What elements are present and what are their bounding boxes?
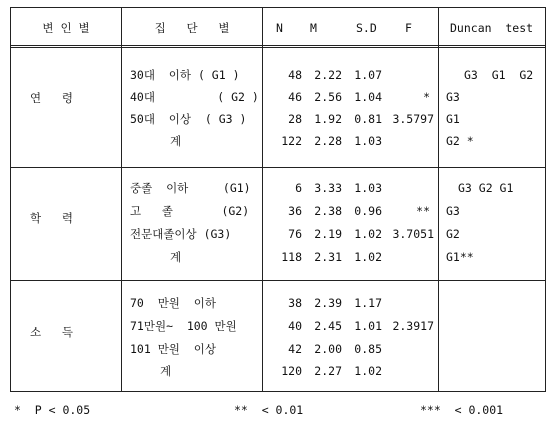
header-group: 집 단 별 — [154, 21, 230, 35]
duncan-value: G1 — [446, 112, 460, 126]
sd-value: 1.02 — [354, 227, 382, 241]
m-value: 2.28 — [314, 134, 342, 148]
n-value: 42 — [288, 342, 302, 356]
f-value: 2.3917 — [392, 319, 434, 333]
group-label: 전문대졸이상 (G3) — [130, 227, 232, 241]
header-n: N — [276, 21, 283, 35]
group-label: 101 만원 이상 — [130, 342, 216, 356]
group-label: 50대 이상 ( G3 ) — [130, 112, 247, 126]
duncan-value: G3 G1 G2 — [464, 68, 534, 82]
f-value: 3.5797 — [392, 112, 434, 126]
group-label: 중졸 이하 (G1) — [130, 181, 251, 195]
duncan-value: G3 G2 G1 — [458, 181, 514, 195]
section-divider-2 — [10, 280, 545, 281]
header-variable: 변 인 별 — [42, 21, 90, 35]
n-value: 120 — [281, 364, 302, 378]
m-value: 2.19 — [314, 227, 342, 241]
footnote-p05: * P < 0.05 — [14, 403, 91, 417]
m-value: 2.45 — [314, 319, 342, 333]
m-value: 2.38 — [314, 204, 342, 218]
group-total-label: 계 — [170, 250, 182, 264]
sd-value: 1.02 — [354, 250, 382, 264]
header-m: M — [310, 21, 317, 35]
n-value: 48 — [288, 68, 302, 82]
group-total-label: 계 — [160, 364, 172, 378]
section-divider-1 — [10, 167, 545, 168]
group-label: 고 졸 (G2) — [130, 204, 250, 218]
n-value: 40 — [288, 319, 302, 333]
sd-value: 1.03 — [354, 181, 382, 195]
m-value: 2.56 — [314, 90, 342, 104]
sd-value: 1.03 — [354, 134, 382, 148]
group-label: 70 만원 이하 — [130, 296, 216, 310]
footnote-p01: ** < 0.01 — [234, 403, 304, 417]
n-value: 122 — [281, 134, 302, 148]
sd-value: 0.81 — [354, 112, 382, 126]
m-value: 2.31 — [314, 250, 342, 264]
n-value: 36 — [288, 204, 302, 218]
m-value: 3.33 — [314, 181, 342, 195]
footnote-p001: *** < 0.001 — [420, 403, 504, 417]
n-value: 118 — [281, 250, 302, 264]
f-value: 3.7051 — [392, 227, 434, 241]
duncan-value: G2 — [446, 227, 460, 241]
n-value: 46 — [288, 90, 302, 104]
sd-value: 0.96 — [354, 204, 382, 218]
sd-value: 1.01 — [354, 319, 382, 333]
sd-value: 0.85 — [354, 342, 382, 356]
m-value: 1.92 — [314, 112, 342, 126]
n-value: 76 — [288, 227, 302, 241]
group-total-label: 계 — [170, 134, 182, 148]
variable-label: 학 력 — [30, 211, 73, 225]
duncan-value: G2 * — [446, 134, 474, 148]
n-value: 6 — [295, 181, 302, 195]
m-value: 2.22 — [314, 68, 342, 82]
col-divider-variable — [121, 7, 122, 391]
significance-marker: * — [423, 90, 430, 104]
col-divider-group — [262, 7, 263, 391]
duncan-value: G1** — [446, 250, 474, 264]
sd-value: 1.04 — [354, 90, 382, 104]
duncan-value: G3 — [446, 90, 460, 104]
group-label: 40대 ( G2 ) — [130, 90, 259, 104]
sd-value: 1.02 — [354, 364, 382, 378]
table-frame — [10, 7, 546, 392]
group-label: 71만원~ 100 만원 — [130, 319, 237, 333]
duncan-value: G3 — [446, 204, 460, 218]
significance-marker: ** — [416, 204, 430, 218]
sd-value: 1.07 — [354, 68, 382, 82]
variable-label: 연 령 — [30, 91, 73, 105]
col-divider-stats — [438, 7, 439, 391]
header-f: F — [405, 21, 412, 35]
sd-value: 1.17 — [354, 296, 382, 310]
m-value: 2.27 — [314, 364, 342, 378]
variable-label: 소 득 — [30, 325, 73, 339]
m-value: 2.00 — [314, 342, 342, 356]
n-value: 38 — [288, 296, 302, 310]
header-sd: S.D — [356, 21, 377, 35]
header-divider — [10, 45, 545, 48]
group-label: 30대 이하 ( G1 ) — [130, 68, 240, 82]
m-value: 2.39 — [314, 296, 342, 310]
n-value: 28 — [288, 112, 302, 126]
header-duncan: Duncan test — [450, 21, 534, 35]
